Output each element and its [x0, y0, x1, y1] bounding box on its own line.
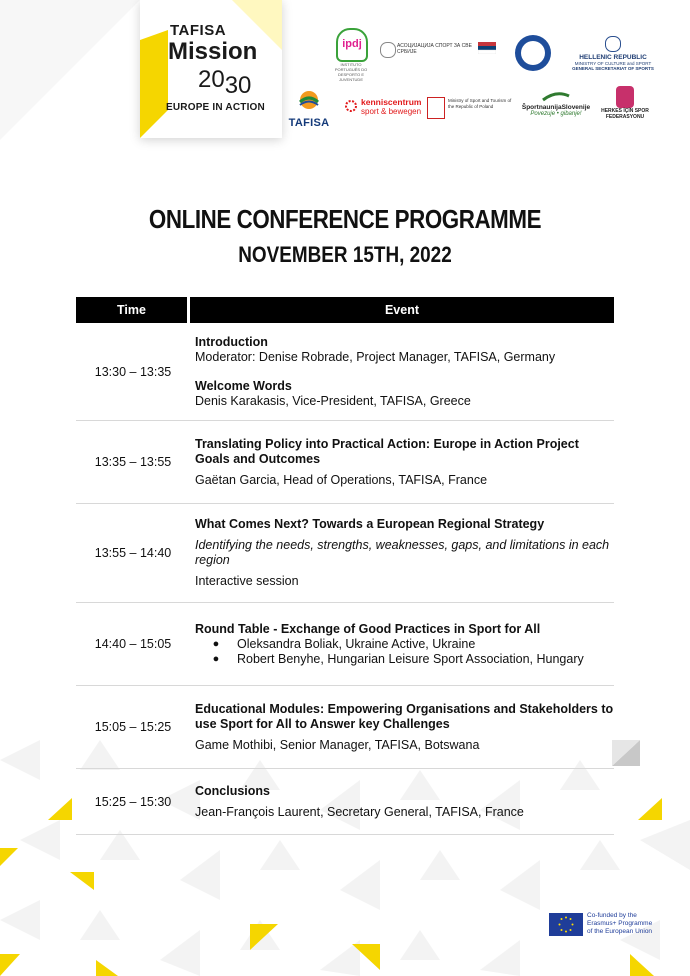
event-detail: Jean-François Laurent, Secretary General, TAFISA, France — [195, 804, 524, 819]
event-title: Round Table - Exchange of Good Practices in Sport for All — [195, 621, 541, 636]
table-header — [76, 297, 614, 323]
table-row — [76, 686, 614, 769]
table-row — [76, 504, 614, 603]
eu-line-3: of the European Union — [587, 928, 653, 935]
event-detail: Interactive session — [195, 574, 299, 588]
koa-logo — [515, 35, 551, 71]
event-description: Identifying the needs, strengths, weaknesses, gaps, and limitations in each region — [195, 538, 610, 567]
table-row — [76, 421, 614, 504]
eu-line-1: Co-funded by the — [587, 912, 637, 919]
event-detail: Denis Karakasis, Vice-President, TAFISA, Greece — [195, 393, 471, 408]
serbia-sport-for-all-logo: АСОЦИЈАЦИЈА СПОРТ ЗА СВЕ СРБИЈЕ — [380, 40, 500, 60]
time-cell: 13:30 – 13:35 — [94, 364, 172, 379]
sportna-unija-slovenije-logo: ŠportnaunijaSlovenije Povezuje • gibanje! — [519, 92, 593, 117]
time-cell: 15:25 – 15:30 — [94, 794, 172, 809]
time-cell: 14:40 – 15:05 — [94, 637, 172, 651]
event-detail: Moderator: Denise Robrade, Project Manager, TAFISA, Germany — [195, 349, 556, 364]
eu-line-2: Erasmus+ Programme — [587, 920, 653, 927]
page-subtitle: NOVEMBER 15TH, 2022 — [238, 242, 452, 267]
herkes-icin-spor-logo: HERKES İÇİN SPOR FEDERASYONU — [596, 86, 654, 120]
event-cell — [190, 769, 614, 834]
mission-2030-logo — [140, 0, 282, 138]
table-row — [76, 323, 614, 421]
bullet-item: ● Oleksandra Boliak, Ukraine Active, Ukraine — [212, 636, 476, 651]
logo-tagline: EUROPE IN ACTION — [166, 102, 265, 113]
event-cell — [190, 603, 614, 685]
page-title: ONLINE CONFERENCE PROGRAMME — [148, 204, 542, 234]
time-cell: 15:05 – 15:25 — [94, 720, 172, 734]
table-row — [76, 769, 614, 835]
event-title: Translating Policy into Practical Action: Europe in Action Project Goals and Outcomes — [195, 436, 579, 466]
event-cell — [190, 421, 614, 503]
erasmus-plus-logo — [549, 911, 659, 939]
eu-flag-icon — [549, 913, 583, 936]
time-cell: 13:35 – 13:55 — [94, 455, 172, 469]
header-event: Event — [190, 297, 614, 323]
logo-org-text: TAFISA — [170, 22, 227, 39]
header-time: Time — [76, 297, 187, 323]
time-cell: 13:55 – 14:40 — [94, 546, 172, 560]
event-title: Conclusions — [195, 783, 271, 798]
bullet-item: ● Robert Benyhe, Hungarian Leisure Sport Association, Hungary — [212, 651, 584, 666]
hellenic-republic-logo: HELLENIC REPUBLIC MINISTRY OF CULTURE and SPORT GENERAL SECRETARIAT OF SPORTS — [568, 36, 658, 71]
programme-table — [76, 297, 614, 835]
event-title: Welcome Words — [195, 378, 292, 393]
event-cell — [190, 686, 614, 768]
event-cell — [190, 504, 614, 602]
kenniscentrum-logo: kenniscentrum sport & bewegen — [345, 97, 425, 116]
event-title: Educational Modules: Empowering Organisations and Stakeholders to use Sport for All to Answer key Challenges — [195, 701, 614, 731]
event-cell — [190, 323, 614, 420]
event-title: Introduction — [195, 334, 268, 349]
event-detail: Gaëtan Garcia, Head of Operations, TAFISA, France — [195, 472, 488, 487]
tafisa-logo: TAFISA — [283, 90, 335, 129]
logo-year-text: $20_{30}$ — [198, 66, 252, 99]
logo-mission-text: Mission — [168, 38, 258, 65]
table-row — [76, 603, 614, 686]
event-detail: Game Mothibi, Senior Manager, TAFISA, Botswana — [195, 737, 480, 752]
corner-decoration — [0, 0, 140, 140]
ipdj-logo: ipdj INSTITUTO PORTUGUÊS DO DESPORTO E JUVENTUDE — [330, 28, 372, 82]
event-title: What Comes Next? Towards a European Regional Strategy — [195, 517, 545, 531]
